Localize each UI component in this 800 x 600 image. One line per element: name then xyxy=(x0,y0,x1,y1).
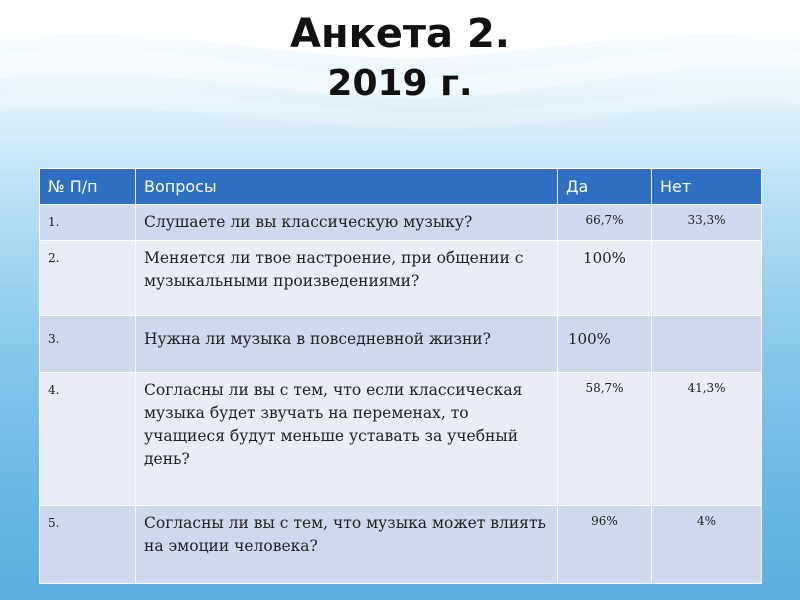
slide-title xyxy=(0,10,800,105)
header-number: № П/п xyxy=(40,169,136,205)
row-question: Согласны ли вы с тем, что музыка может влиять на эмоции человека? xyxy=(136,506,558,584)
title-line-1: Анкета 2. xyxy=(290,11,510,57)
row-yes-value: 100% xyxy=(558,241,652,316)
row-yes-value: 58,7% xyxy=(558,373,652,506)
table-row xyxy=(40,316,762,373)
row-no-value: 4% xyxy=(652,506,762,584)
table-header-row xyxy=(40,169,762,205)
row-yes-value: 96% xyxy=(558,506,652,584)
header-questions: Вопросы xyxy=(136,169,558,205)
row-no-value: 33,3% xyxy=(652,205,762,241)
row-number: 2. xyxy=(40,241,136,316)
table-row xyxy=(40,506,762,584)
survey-table xyxy=(39,168,762,584)
header-no: Нет xyxy=(652,169,762,205)
row-number: 5. xyxy=(40,506,136,584)
row-number: 4. xyxy=(40,373,136,506)
header-yes: Да xyxy=(558,169,652,205)
row-no-value xyxy=(652,316,762,373)
row-no-value xyxy=(652,241,762,316)
row-number: 3. xyxy=(40,316,136,373)
row-number: 1. xyxy=(40,205,136,241)
row-question: Согласны ли вы с тем, что если классическая музыка будет звучать на переменах, то учащиеся будут меньше уставать за учебный день? xyxy=(136,373,558,506)
title-line-2: 2019 г. xyxy=(327,63,473,104)
table-row xyxy=(40,373,762,506)
row-question: Слушаете ли вы классическую музыку? xyxy=(136,205,558,241)
row-yes-value: 66,7% xyxy=(558,205,652,241)
table-row xyxy=(40,205,762,241)
table-row xyxy=(40,241,762,316)
row-no-value: 41,3% xyxy=(652,373,762,506)
row-question: Меняется ли твое настроение, при общении с музыкальными произведениями? xyxy=(136,241,558,316)
row-question: Нужна ли музыка в повседневной жизни? xyxy=(136,316,558,373)
row-yes-value: 100% xyxy=(558,316,652,373)
